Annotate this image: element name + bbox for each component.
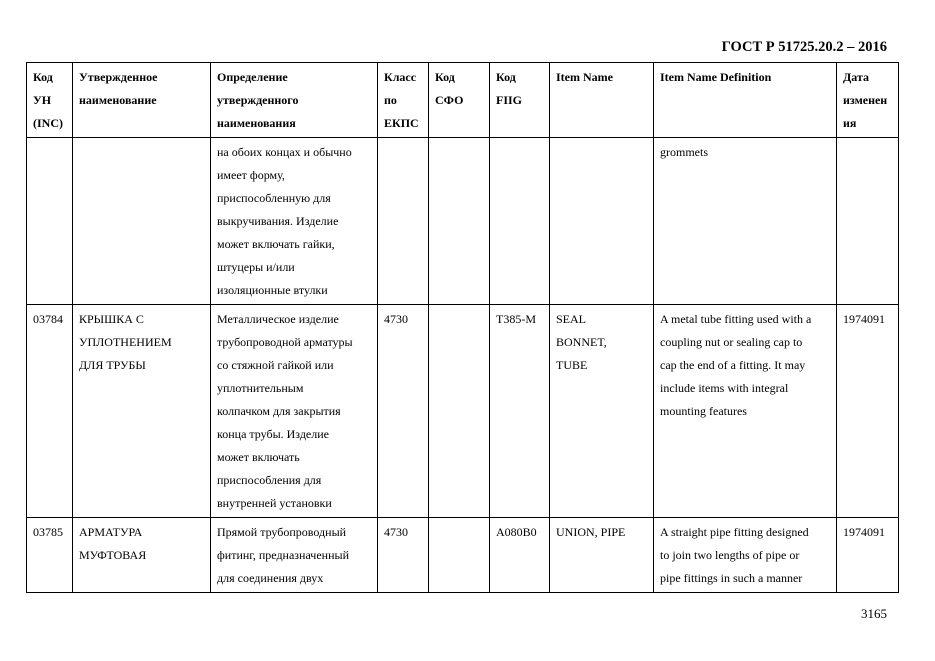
cell-inc: 03785 <box>27 518 73 593</box>
cell-approved-name: АРМАТУРА МУФТОВАЯ <box>73 518 211 593</box>
cell-sfo-code <box>429 138 490 305</box>
header-approved-name: Утвержденное наименование <box>73 63 211 138</box>
cell-inc <box>27 138 73 305</box>
header-sfo-code: Код СФО <box>429 63 490 138</box>
cell-ekps-class: 4730 <box>378 518 429 593</box>
cell-item-name-definition: grommets <box>654 138 837 305</box>
cell-item-name: UNION, PIPE <box>550 518 654 593</box>
cell-fiig-code: A080B0 <box>490 518 550 593</box>
document-header: ГОСТ Р 51725.20.2 – 2016 <box>721 39 887 55</box>
cell-definition: Металлическое изделие трубопроводной арматуры со стяжной гайкой или уплотнительным колпачком для закрытия конца трубы. Изделие может включать приспособления для внутренней установки <box>211 305 378 518</box>
cell-item-name-definition: A metal tube fitting used with a coupling nut or sealing cap to cap the end of a fitting. It may include items with integral mounting features <box>654 305 837 518</box>
header-fiig-code: Код FIIG <box>490 63 550 138</box>
header-inc: Код УН (INC) <box>27 63 73 138</box>
table-row <box>27 518 899 593</box>
cell-approved-name: КРЫШКА С УПЛОТНЕНИЕМ ДЛЯ ТРУБЫ <box>73 305 211 518</box>
cell-change-date: 1974091 <box>837 518 899 593</box>
cell-change-date: 1974091 <box>837 305 899 518</box>
cell-sfo-code <box>429 518 490 593</box>
cell-item-name: SEAL BONNET, TUBE <box>550 305 654 518</box>
cell-ekps-class <box>378 138 429 305</box>
cell-item-name <box>550 138 654 305</box>
cell-inc: 03784 <box>27 305 73 518</box>
cell-change-date <box>837 138 899 305</box>
header-ekps-class: Класс по ЕКПС <box>378 63 429 138</box>
cell-item-name-definition: A straight pipe fitting designed to join two lengths of pipe or pipe fittings in such a manner <box>654 518 837 593</box>
table-header-row <box>27 63 899 138</box>
page-number: 3165 <box>861 606 887 621</box>
table-row <box>27 138 899 305</box>
header-item-name-definition: Item Name Definition <box>654 63 837 138</box>
cell-fiig-code: T385-M <box>490 305 550 518</box>
header-change-date: Дата изменен ия <box>837 63 899 138</box>
header-item-name: Item Name <box>550 63 654 138</box>
cell-sfo-code <box>429 305 490 518</box>
table-row <box>27 305 899 518</box>
cell-fiig-code <box>490 138 550 305</box>
header-definition: Определение утвержденного наименования <box>211 63 378 138</box>
cell-ekps-class: 4730 <box>378 305 429 518</box>
cell-definition: Прямой трубопроводный фитинг, предназначенный для соединения двух <box>211 518 378 593</box>
catalog-table <box>26 62 899 593</box>
cell-approved-name <box>73 138 211 305</box>
cell-definition: на обоих концах и обычно имеет форму, приспособленную для выкручивания. Изделие может включать гайки, штуцеры и/или изоляционные втулки <box>211 138 378 305</box>
